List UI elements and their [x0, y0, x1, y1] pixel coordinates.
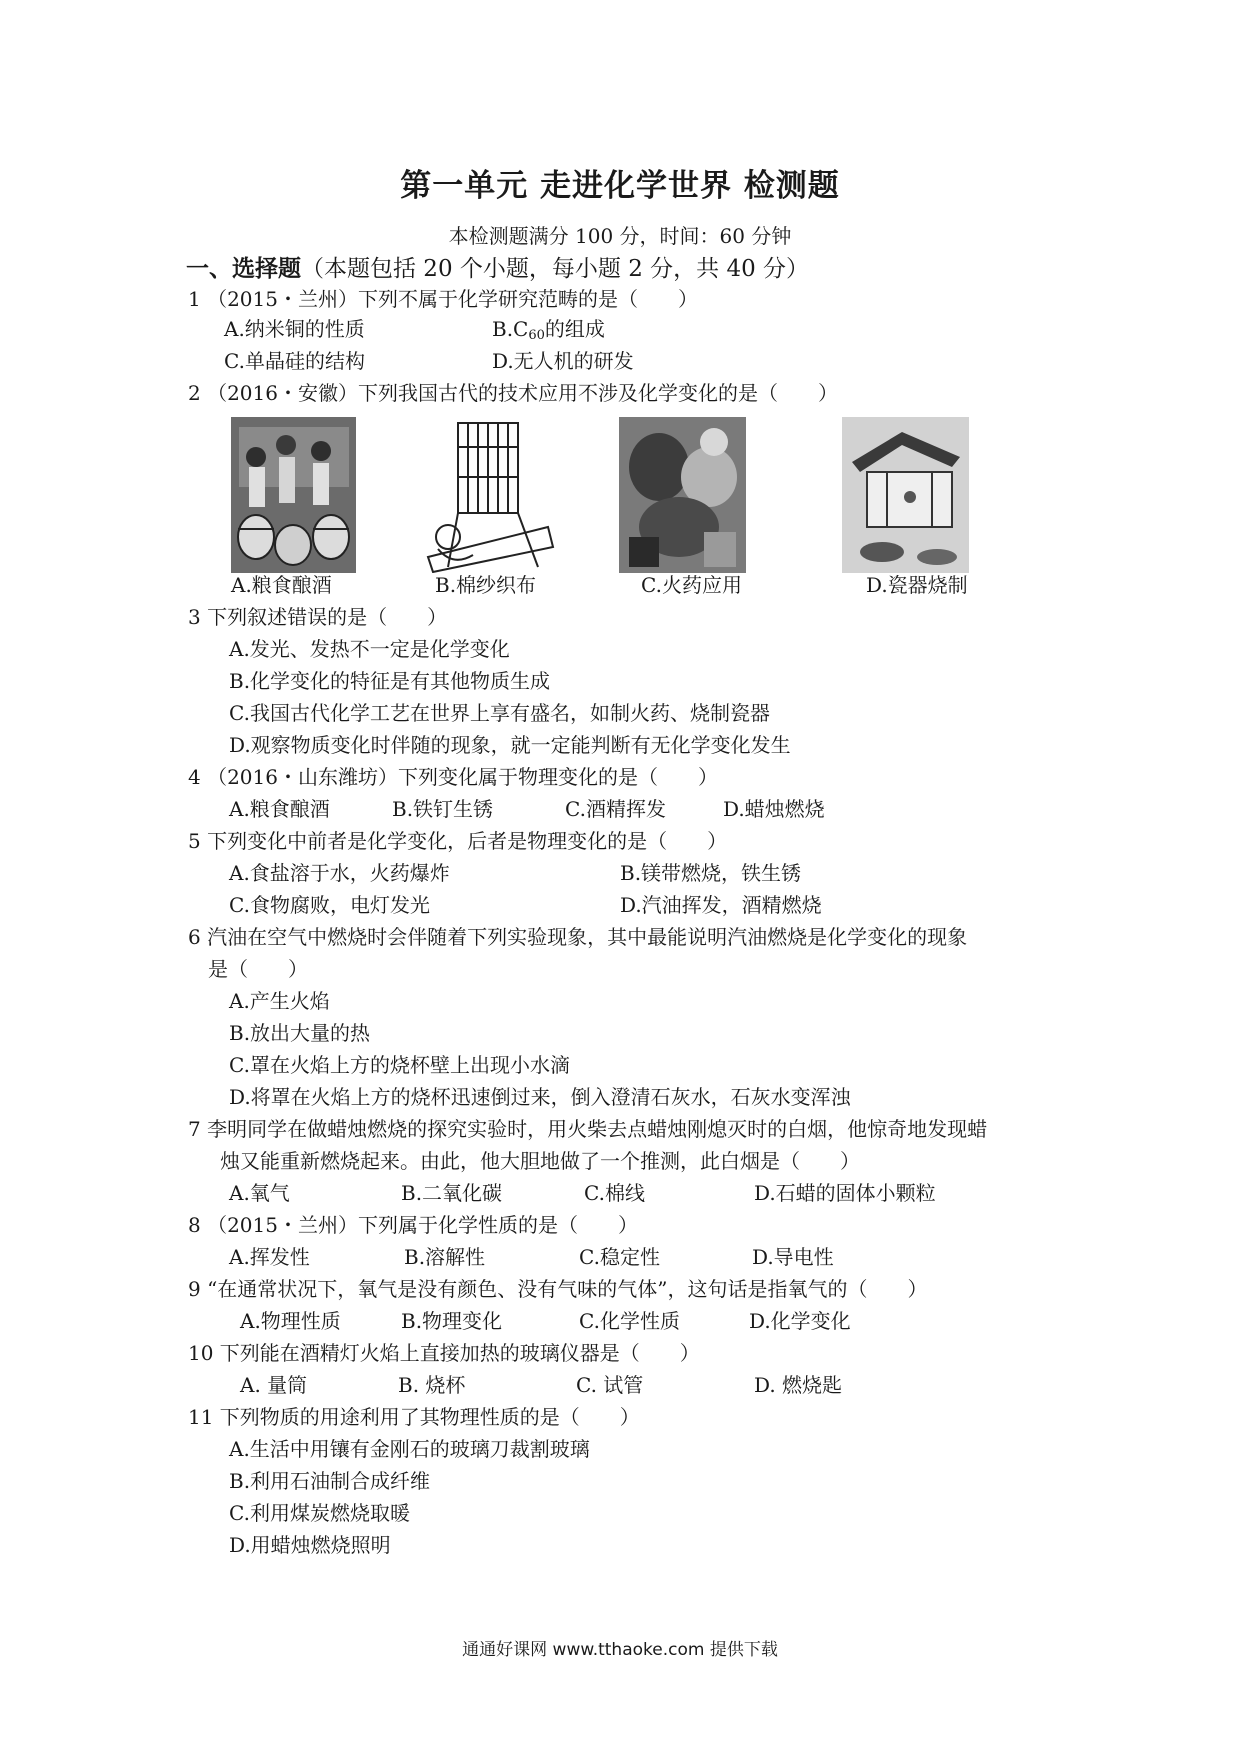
question-6-stem-cont: 是（ ） — [208, 957, 308, 981]
q3-option-c: C.我国古代化学工艺在世界上享有盛名，如制火药、烧制瓷器 — [229, 701, 770, 725]
q1-option-b-subscript: 60 — [528, 328, 545, 343]
q2-option-c: C.火药应用 — [641, 573, 742, 597]
q3-option-d: D.观察物质变化时伴随的现象，就一定能判断有无化学变化发生 — [229, 733, 791, 757]
q9-option-b: B.物理变化 — [401, 1309, 503, 1333]
exam-subtitle: 本检测题满分 100 分，时间：60 分钟 — [448, 224, 792, 248]
wine-brewing-illustration — [231, 417, 356, 573]
q4-option-a: A.粮食酿酒 — [229, 797, 330, 821]
q11-option-b: B.利用石油制合成纤维 — [229, 1469, 431, 1493]
q7-option-a: A.氧气 — [229, 1181, 290, 1205]
q11-option-a: A.生活中用镶有金刚石的玻璃刀裁割玻璃 — [229, 1437, 590, 1461]
question-6-stem: 6 汽油在空气中燃烧时会伴随着下列实验现象，其中最能说明汽油燃烧是化学变化的现象 — [188, 925, 968, 949]
question-5-stem: 5 下列变化中前者是化学变化，后者是物理变化的是（ ） — [188, 829, 728, 853]
question-11-stem: 11 下列物质的用途利用了其物理性质的是（ ） — [188, 1405, 640, 1429]
q2-option-b: B.棉纱织布 — [435, 573, 537, 597]
section-heading — [186, 250, 809, 283]
question-10-stem: 10 下列能在酒精灯火焰上直接加热的玻璃仪器是（ ） — [188, 1341, 700, 1365]
q1-option-c: C.单晶硅的结构 — [224, 349, 365, 373]
q4-option-b: B.铁钉生锈 — [392, 797, 494, 821]
q8-option-b: B.溶解性 — [404, 1245, 486, 1269]
q11-option-c: C.利用煤炭燃烧取暖 — [229, 1501, 410, 1525]
q8-option-c: C.稳定性 — [579, 1245, 660, 1269]
q8-option-a: A.挥发性 — [229, 1245, 310, 1269]
q7-option-d: D.石蜡的固体小颗粒 — [754, 1181, 936, 1205]
q1-option-b-suffix: 的组成 — [544, 317, 605, 341]
q2-option-a: A.粮食酿酒 — [231, 573, 332, 597]
q3-option-a: A.发光、发热不一定是化学变化 — [229, 637, 510, 661]
q9-option-d: D.化学变化 — [749, 1309, 851, 1333]
section-heading-label: 一、选择题 — [186, 256, 301, 282]
page-title: 第一单元 走进化学世界 检测题 — [400, 168, 840, 204]
cotton-weaving-illustration — [418, 417, 558, 573]
footer-download-note: 通通好课网 www.tthaoke.com 提供下载 — [462, 1640, 778, 1660]
q10-option-c: C. 试管 — [576, 1373, 644, 1397]
q5-option-b: B.镁带燃烧，铁生锈 — [620, 861, 802, 885]
q9-option-c: C.化学性质 — [579, 1309, 680, 1333]
question-3-stem: 3 下列叙述错误的是（ ） — [188, 605, 448, 629]
question-2-stem: 2 （2016・安徽）下列我国古代的技术应用不涉及化学变化的是（ ） — [188, 381, 838, 405]
q6-option-a: A.产生火焰 — [229, 989, 330, 1013]
q5-option-a: A.食盐溶于水，火药爆炸 — [229, 861, 450, 885]
q10-option-d: D. 燃烧匙 — [754, 1373, 843, 1397]
q7-option-b: B.二氧化碳 — [401, 1181, 503, 1205]
q5-option-d: D.汽油挥发，酒精燃烧 — [620, 893, 822, 917]
question-8-stem: 8 （2015・兰州）下列属于化学性质的是（ ） — [188, 1213, 638, 1237]
question-7-stem: 7 李明同学在做蜡烛燃烧的探究实验时，用火柴去点蜡烛刚熄灭时的白烟，他惊奇地发现蜡 — [188, 1117, 988, 1141]
q5-option-c: C.食物腐败，电灯发光 — [229, 893, 430, 917]
q1-option-b-label: B.C — [492, 317, 529, 341]
q6-option-d: D.将罩在火焰上方的烧杯迅速倒过来，倒入澄清石灰水，石灰水变浑浊 — [229, 1085, 851, 1109]
gunpowder-illustration — [619, 417, 746, 573]
porcelain-firing-illustration — [842, 417, 969, 573]
q6-option-b: B.放出大量的热 — [229, 1021, 371, 1045]
q6-option-c: C.罩在火焰上方的烧杯壁上出现小水滴 — [229, 1053, 570, 1077]
q10-option-a: A. 量筒 — [240, 1373, 308, 1397]
q11-option-d: D.用蜡烛燃烧照明 — [229, 1533, 391, 1557]
q1-option-b — [492, 319, 605, 342]
q4-option-c: C.酒精挥发 — [565, 797, 666, 821]
q10-option-b: B. 烧杯 — [398, 1373, 466, 1397]
question-4-stem: 4 （2016・山东潍坊）下列变化属于物理变化的是（ ） — [188, 765, 718, 789]
q2-option-d: D.瓷器烧制 — [866, 573, 968, 597]
question-9-stem: 9 “在通常状况下，氧气是没有颜色、没有气味的气体”，这句话是指氧气的（ ） — [188, 1277, 928, 1301]
section-heading-note: （本题包括 20 个小题，每小题 2 分，共 40 分） — [301, 256, 810, 282]
question-7-stem-cont: 烛又能重新燃烧起来。由此，他大胆地做了一个推测，此白烟是（ ） — [220, 1149, 860, 1173]
q3-option-b: B.化学变化的特征是有其他物质生成 — [229, 669, 551, 693]
q8-option-d: D.导电性 — [752, 1245, 834, 1269]
q4-option-d: D.蜡烛燃烧 — [723, 797, 825, 821]
q1-option-d: D.无人机的研发 — [492, 349, 634, 373]
question-1-stem: 1 （2015・兰州）下列不属于化学研究范畴的是（ ） — [188, 287, 698, 311]
q7-option-c: C.棉线 — [584, 1181, 645, 1205]
q9-option-a: A.物理性质 — [240, 1309, 341, 1333]
q1-option-a: A.纳米铜的性质 — [224, 317, 365, 341]
